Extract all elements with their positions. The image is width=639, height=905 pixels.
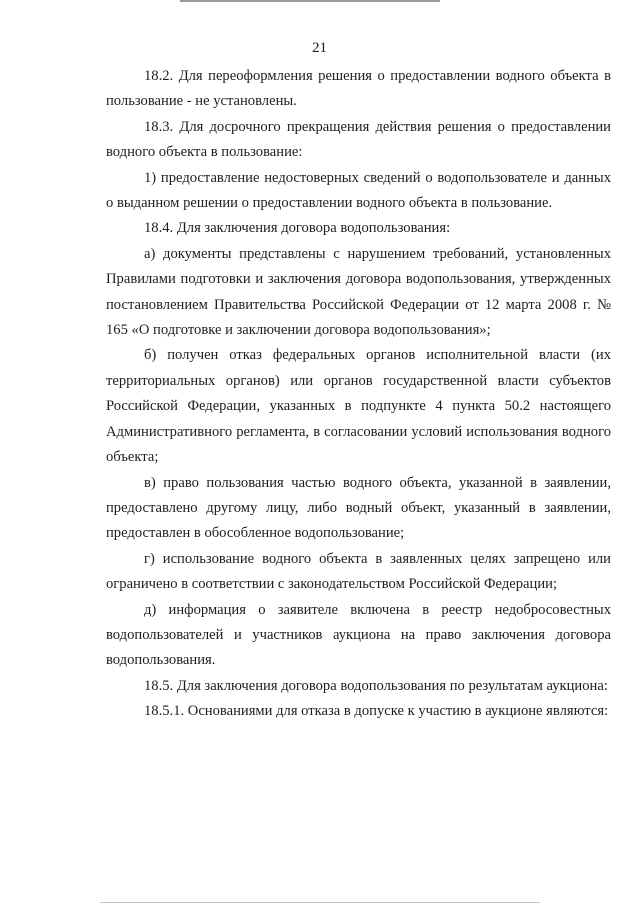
scan-edge-bottom — [100, 902, 540, 903]
paragraph-18-2: 18.2. Для переоформления решения о предоставлении водного объекта в пользование - не установлены. — [106, 68, 611, 110]
paragraph-18-5-1: 18.5.1. Основаниями для отказа в допуске к участию в аукционе являются: — [144, 703, 609, 720]
paragraph-18-3: 18.3. Для досрочного прекращения действия решения о предоставлении водного объекта в пользование: — [106, 118, 611, 161]
paragraph-18-4-item-v: в) право пользования частью водного объекта, указанной в заявлении, предоставлено другому лицу, либо водный объект, указанный в заявлении, предоставлен в обособленное водопользование; — [106, 474, 611, 542]
paragraph-18-4-item-d: д) информация о заявителе включена в реестр недобросовестных водопользователей и участников аукциона на право заключения договора водопользования. — [106, 601, 611, 669]
page-number: 21 — [312, 40, 327, 56]
paragraph-18-4-item-b: б) получен отказ федеральных органов исполнительной власти (их территориальных органов) или органов государственной власти субъектов Российской Федерации, указанных в подпункте 4 пункта 50.2 настоящего Административного регламента, в согласовании условий использования водного объекта; — [106, 347, 611, 466]
paragraph-18-5: 18.5. Для заключения договора водопользования по результатам аукциона: — [144, 677, 608, 694]
document-body — [106, 64, 611, 725]
paragraph-18-4: 18.4. Для заключения договора водопользования: — [144, 220, 451, 237]
paragraph-18-4-item-g: г) использование водного объекта в заявленных целях запрещено или ограничено в соответствии с законодательством Российской Федерации; — [106, 550, 611, 593]
scan-edge-top — [180, 0, 440, 2]
paragraph-18-3-item-1: 1) предоставление недостоверных сведений о водопользователе и данных о выданном решении о предоставлении водного объекта в пользование. — [106, 169, 611, 212]
paragraph-18-4-item-a: а) документы представлены с нарушением требований, установленных Правилами подготовки и заключения договора водопользования, утвержденных постановлением Правительства Российской Федерации от 12 марта 2008 г. № 165 «О подготовке и заключении договора водопользования»; — [106, 245, 611, 339]
